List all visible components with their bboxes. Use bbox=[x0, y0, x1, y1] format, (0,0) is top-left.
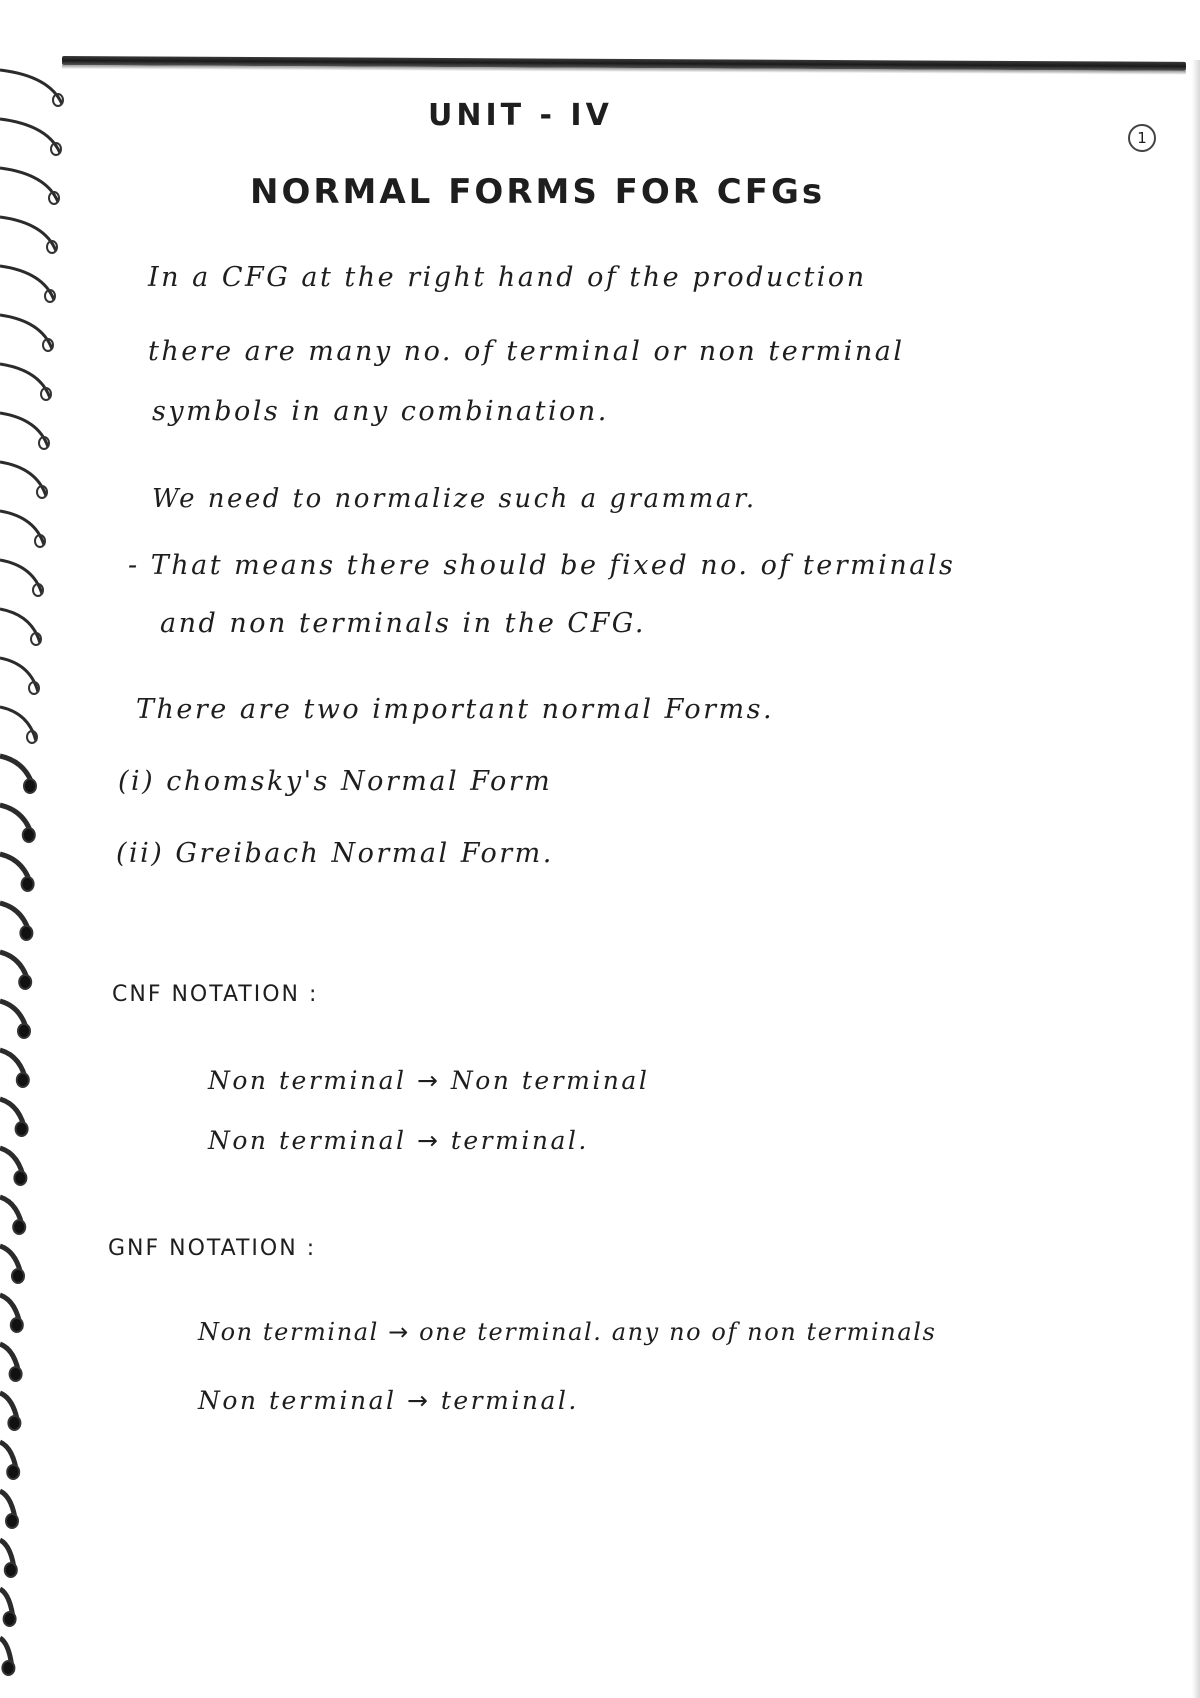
page-title: NORMAL FORMS FOR CFGs bbox=[250, 172, 826, 212]
intro-line-3: symbols in any combination. bbox=[152, 396, 609, 427]
spiral-ring bbox=[0, 119, 61, 155]
spiral-ring bbox=[0, 1246, 24, 1283]
spiral-ring bbox=[0, 1148, 26, 1185]
spiral-ring bbox=[0, 756, 36, 793]
spiral-ring bbox=[0, 315, 53, 351]
spiral-ring bbox=[0, 1001, 30, 1038]
spiral-ring bbox=[0, 1295, 23, 1332]
spiral-ring bbox=[0, 658, 39, 694]
cnf-rule-1 bbox=[208, 1066, 649, 1095]
spiral-ring bbox=[0, 70, 63, 106]
intro-line-1: In a CFG at the right hand of the production bbox=[148, 262, 867, 293]
spiral-ring bbox=[0, 560, 43, 596]
spiral-ring bbox=[0, 1540, 17, 1577]
forms-intro: There are two important normal Forms. bbox=[136, 694, 775, 725]
cnf-rule-2-lhs: Non terminal bbox=[208, 1126, 407, 1155]
means-line-2: and non terminals in the CFG. bbox=[160, 608, 646, 639]
spiral-ring bbox=[0, 1099, 28, 1136]
spiral-ring bbox=[0, 462, 47, 498]
cnf-rule-2-rhs: terminal. bbox=[450, 1126, 589, 1155]
spiral-ring bbox=[0, 1589, 16, 1626]
gnf-rule-2-lhs: Non terminal bbox=[198, 1386, 397, 1415]
spiral-ring bbox=[0, 168, 59, 204]
cnf-heading: CNF NOTATION : bbox=[112, 982, 319, 1007]
gnf-heading: GNF NOTATION : bbox=[108, 1236, 317, 1261]
unit-heading: UNIT - IV bbox=[428, 98, 613, 133]
arrow-icon: → bbox=[416, 1066, 441, 1095]
gnf-rule-2-rhs: terminal. bbox=[440, 1386, 579, 1415]
intro-line-2: there are many no. of terminal or non terminal bbox=[148, 336, 905, 367]
page-top-edge bbox=[62, 56, 1186, 71]
cnf-rule-1-lhs: Non terminal bbox=[208, 1066, 407, 1095]
need-line: We need to normalize such a grammar. bbox=[152, 484, 757, 514]
spiral-ring bbox=[0, 266, 55, 302]
spiral-ring bbox=[0, 1491, 18, 1528]
spiral-binding bbox=[0, 60, 80, 1698]
spiral-ring bbox=[0, 707, 37, 743]
spiral-ring bbox=[0, 1344, 22, 1381]
spiral-ring bbox=[0, 364, 51, 400]
page-number: 1 bbox=[1128, 124, 1156, 152]
gnf-rule-1-lhs: Non terminal bbox=[198, 1318, 379, 1346]
form-item-1: (i) chomsky's Normal Form bbox=[118, 766, 553, 797]
spiral-ring bbox=[0, 1393, 20, 1430]
spiral-ring bbox=[0, 952, 31, 989]
means-line-1: - That means there should be fixed no. of terminals bbox=[128, 550, 956, 581]
spiral-ring bbox=[0, 903, 32, 940]
spiral-ring bbox=[0, 217, 57, 253]
gnf-rule-1-rhs: one terminal. any no of non terminals bbox=[419, 1318, 937, 1346]
arrow-icon: → bbox=[406, 1386, 431, 1415]
spiral-ring bbox=[0, 805, 35, 842]
form-item-2: (ii) Greibach Normal Form. bbox=[116, 838, 554, 869]
arrow-icon: → bbox=[388, 1318, 410, 1346]
spiral-ring bbox=[0, 1638, 14, 1675]
spiral-ring bbox=[0, 1050, 29, 1087]
cnf-rule-1-rhs: Non terminal bbox=[450, 1066, 650, 1095]
spiral-ring bbox=[0, 511, 45, 547]
cnf-rule-2 bbox=[208, 1126, 589, 1155]
spiral-ring bbox=[0, 1197, 25, 1234]
gnf-rule-2 bbox=[198, 1386, 579, 1415]
spiral-ring bbox=[0, 413, 49, 449]
page-right-shadow bbox=[1192, 60, 1200, 1698]
spiral-ring bbox=[0, 854, 34, 891]
spiral-ring bbox=[0, 1442, 19, 1479]
spiral-ring bbox=[0, 609, 41, 645]
gnf-rule-1 bbox=[198, 1318, 936, 1346]
arrow-icon: → bbox=[416, 1126, 441, 1155]
